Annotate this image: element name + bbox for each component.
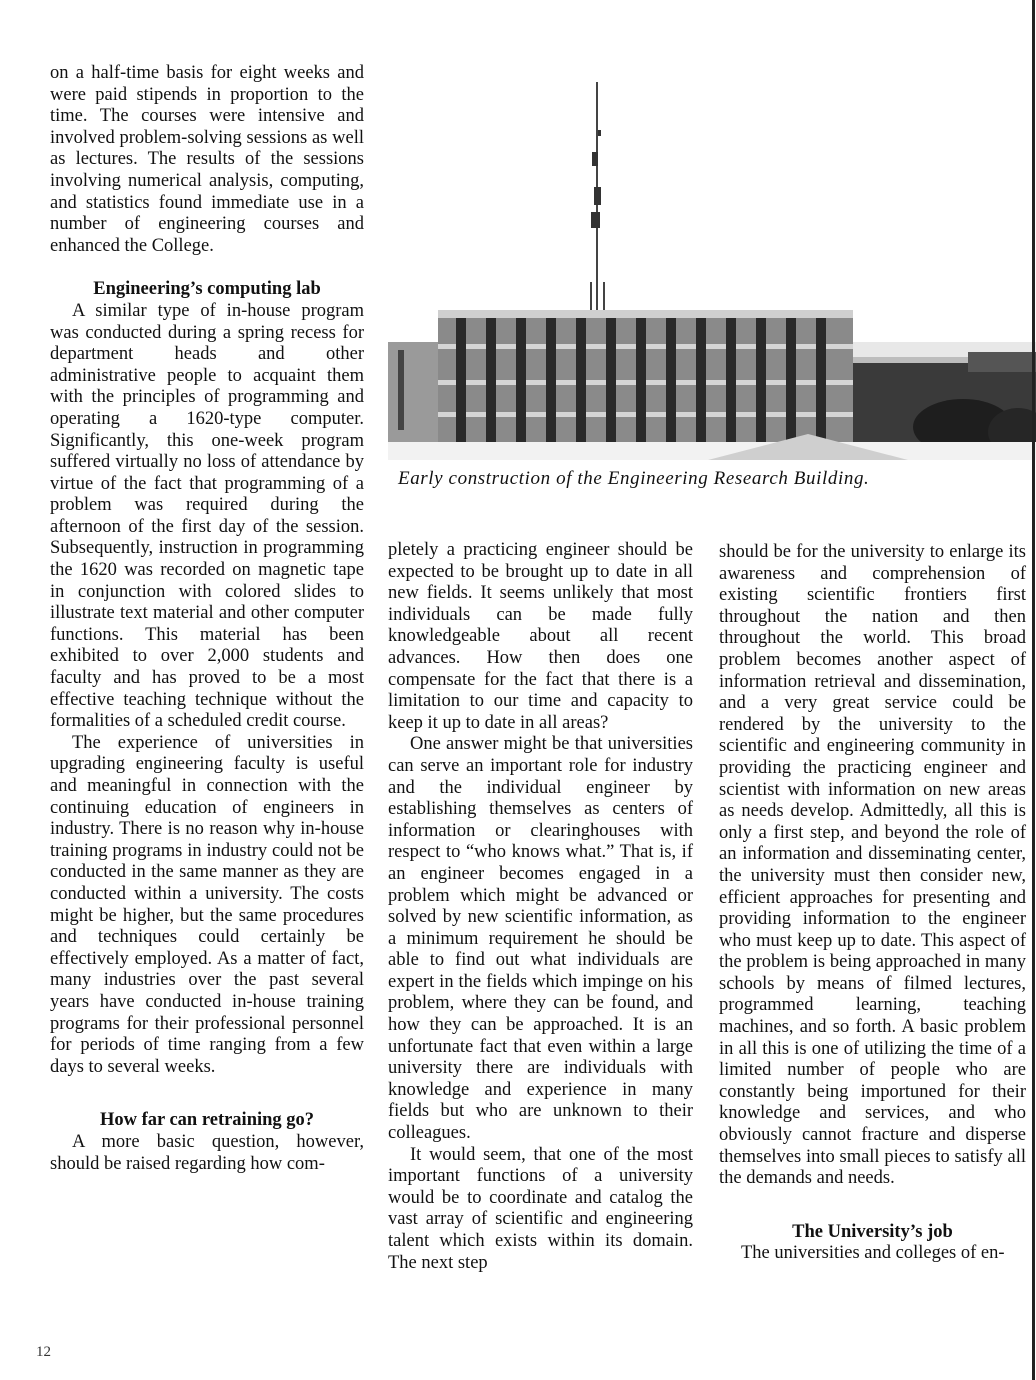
section-heading-computing-lab: Engineering’s computing lab — [93, 279, 321, 300]
body-paragraph: One answer might be that universities can serve an important role for industry and the individual engineer by establishing themselves as centers of information or clearinghouses with respect to “who knows what.” That is, if an engineer becomes engaged in a problem which might be advanced or solved by new scientific information, as a minimum requirement he should be able to find out what individuals are expert in the fields which impinge on his problem, where they can be found, and how they can be approached. It is an unfortunate fact that even within a large university there are individuals with knowledge and experience in many fields but who are unknown to their colleagues. — [388, 734, 693, 1144]
column-right — [719, 542, 1026, 1265]
body-paragraph: The universities and colleges of en- — [741, 1243, 1005, 1264]
body-paragraph: pletely a practicing engineer should be expected to be brought up to date in all new fields. It seems unlikely that most individuals can be made fully knowledgeable about all recent advances. How then does one compensate for the fact that there is a limitation to our time and capacity to keep it up to date in all areas? — [388, 540, 693, 733]
body-paragraph: on a half-time basis for eight weeks and were paid stipends in proportion to the time. The courses were intensive and involved problem-solving sessions as well as lectures. The results of the sessions involving numerical analysis, computing, and statistics found immediate use in a number of engineering courses and enhanced the College. — [50, 63, 364, 256]
body-paragraph: should be for the university to enlarge its awareness and comprehension of existing scientific frontiers first throughout the nation and then throughout the world. This broad problem becomes another aspect of information retrieval and dissemination, and a very great service could be rendered by the university to the scientific and engineering community in providing the practicing engineer and scientist with information on new areas as needs develop. Admittedly, all this is only a first step, and beyond the role of an information and disseminating center, the university must then consider new, efficient approaches for presenting and providing information to the engineer who must keep up to date. This aspect of the problem is being approached in many schools by means of filmed lectures, programmed learning, teaching machines, and so forth. A basic problem in all this is one of utilizing the time of a limited number of people who are constantly being importuned for their knowledge and services, and who obviously cannot fracture and disperse themselves into small pieces to satisfy all the demands and needs. — [719, 542, 1026, 1189]
body-paragraph: The experience of universities in upgrading engineering faculty is useful and meaningful in connection with the continuing education of engineers in industry. There is no reason why in-house training programs in industry could not be conducted in the same manner as they are conducted within a university. The costs might be higher, but the same procedures and techniques could certainly be effectively employed. As a matter of fact, many industries over the past several years have conducted in-house training programs for their professional personnel for periods of time ranging from a few days to several weeks. — [50, 732, 364, 1077]
section-heading-university-job: The University’s job — [792, 1221, 953, 1242]
section-heading-retraining: How far can retraining go? — [99, 1110, 315, 1131]
body-paragraph: It would seem, that one of the most important functions of a university would be to coordinate and catalog the vast array of scientific and engineering talent which exists within its domain. The next step — [388, 1144, 693, 1273]
body-paragraph: A similar type of in-house program was conducted during a spring recess for department heads and other administrative people to acquaint them with the principles of programming and operating a 1620-type computer. Significantly, this one-week program suffered virtually no loss of attendance by virtue of the fact that programming of a problem was required during the afternoon of the first day of the session. Subsequently, instruction in programming the 1620 was recorded on magnetic tape in conjunction with colored slides to illustrate text material and other computer functions. This material has been exhibited to over 2,000 students and faculty and has proved to be a most effective teaching technique without the formalities of a scheduled credit course. — [50, 300, 364, 732]
column-middle — [388, 540, 693, 1274]
building-construction-illustration — [388, 52, 1036, 460]
body-paragraph: A more basic question, however, should be raised regarding how com- — [50, 1131, 364, 1174]
photo-caption: Early construction of the Engineering Research Building. — [398, 468, 870, 489]
column-left — [50, 63, 364, 1175]
page-number: 12 — [36, 1344, 51, 1360]
construction-photo — [388, 52, 1036, 460]
page-edge-rule — [1032, 0, 1035, 1380]
